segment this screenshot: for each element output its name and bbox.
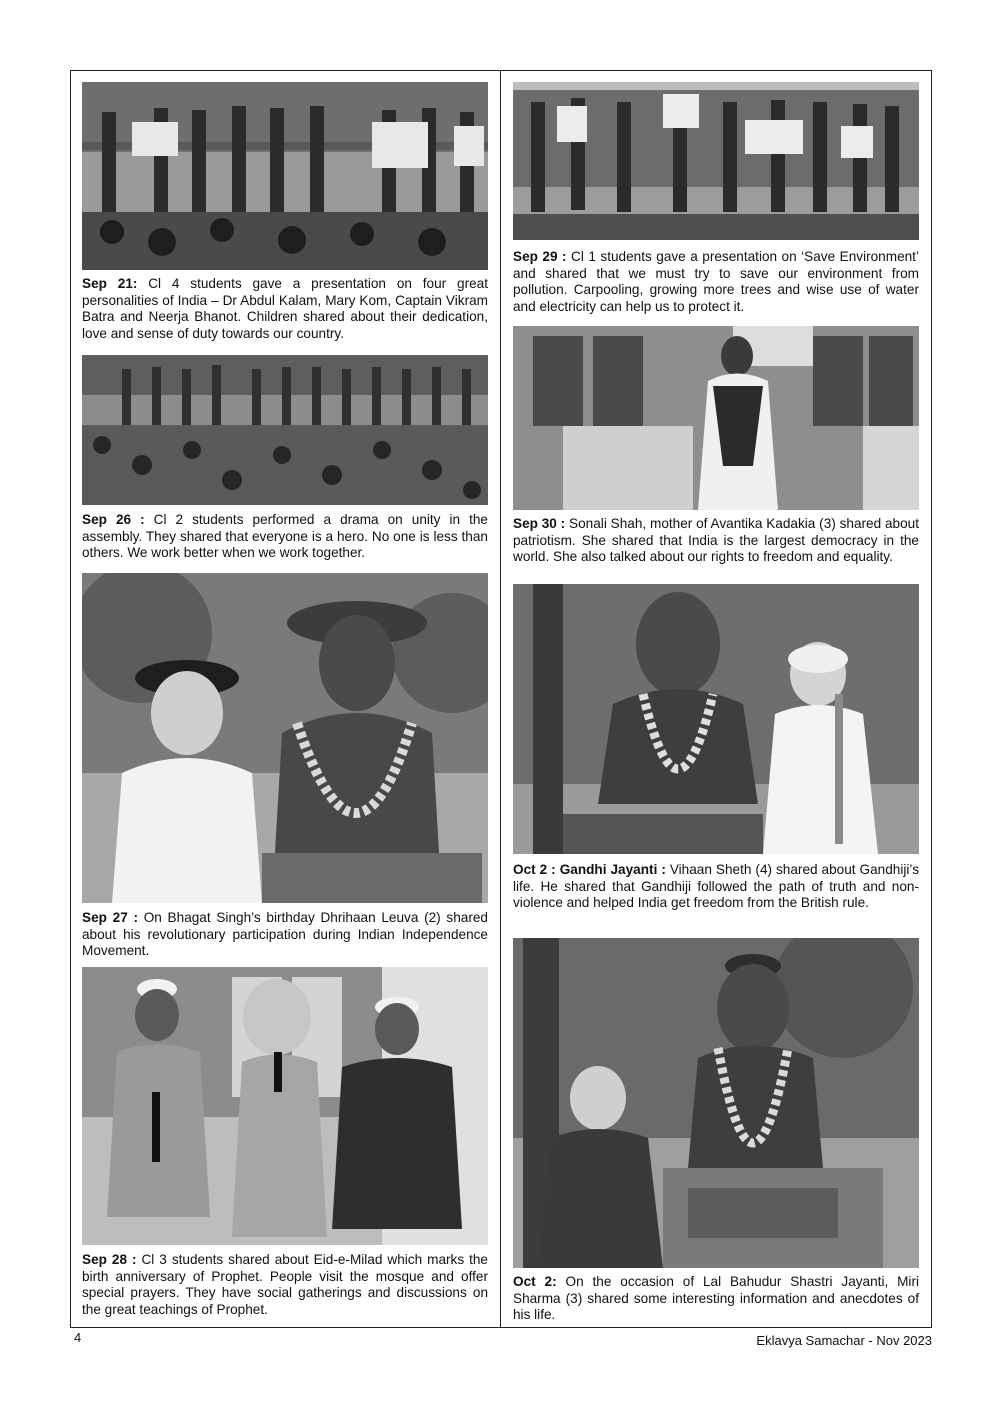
photo-sep30-sonali-shah — [513, 326, 919, 510]
photo-sep27-bhagat-singh — [82, 573, 488, 903]
caption-oct2-shastri: Oct 2: On the occasion of Lal Bahudur Shastri Jayanti, Miri Sharma (3) shared some interesting information and anecdotes of his life. — [513, 1274, 920, 1323]
photo-oct2-gandhi-jayanti — [513, 584, 919, 854]
photo-oct2-shastri-jayanti — [513, 938, 919, 1268]
publication-footer: Eklavya Samachar - Nov 2023 — [756, 1333, 932, 1348]
photo-sep21-presentation — [82, 82, 488, 270]
caption-sep28: Sep 28 : Cl 3 students shared about Eid-e-Milad which marks the birth anniversary of Prophet. People visit the mosque and offer special prayers. They have social gatherings and discussions on the great teachings of Prophet. — [82, 1252, 488, 1317]
photo-sep26-drama — [82, 355, 488, 505]
caption-sep27: Sep 27 : On Bhagat Singh’s birthday Dhrihaan Leuva (2) shared about his revolutionary participation during Indian Independence Movement. — [82, 910, 488, 959]
caption-sep21: Sep 21: Cl 4 students gave a presentation on four great personalities of India – Dr Abdul Kalam, Mary Kom, Captain Vikram Batra and Neerja Bhanot. Children shared about their dedication, love and sense of duty towards our country. — [82, 276, 488, 341]
caption-sep30: Sep 30 : Sonali Shah, mother of Avantika Kadakia (3) shared about patriotism. She shared that India is the largest democracy in the world. She also talked about our rights to freedom and equality. — [513, 516, 919, 565]
column-divider — [500, 70, 501, 1328]
photo-sep28-eid-e-milad — [82, 967, 488, 1245]
page-number: 4 — [74, 1330, 82, 1345]
caption-sep26: Sep 26 : Cl 2 students performed a drama on unity in the assembly. They shared that everyone is a hero. No one is less than others. We work better when we work together. — [82, 512, 488, 561]
photo-sep29-save-environment — [513, 82, 919, 240]
caption-sep29: Sep 29 : Cl 1 students gave a presentation on ‘Save Environment’ and shared that we must try to save our environment from pollution. Carpooling, growing more trees and wise use of water and electricity can help us to protect it. — [513, 249, 919, 314]
caption-oct2-gandhi: Oct 2 : Gandhi Jayanti : Vihaan Sheth (4) shared about Gandhiji’s life. He shared that Gandhiji followed the path of truth and non-violence and helped India get freedom from the British rule. — [513, 862, 919, 911]
